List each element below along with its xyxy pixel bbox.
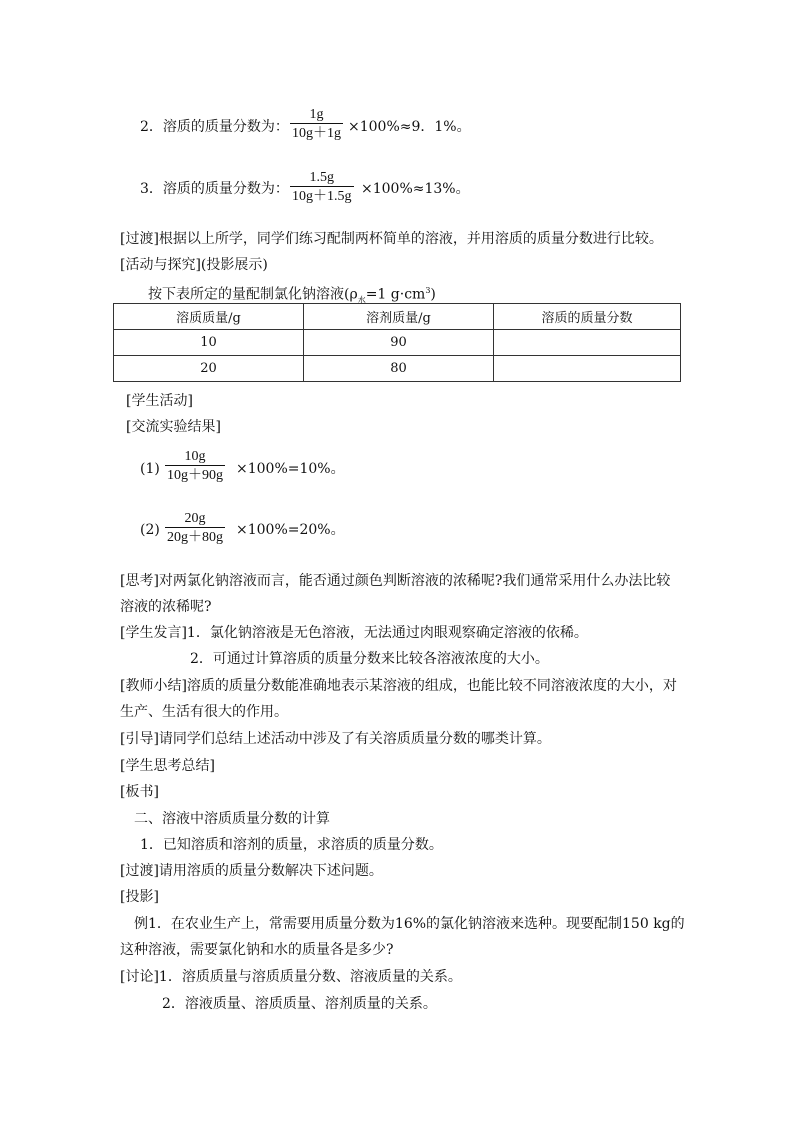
- formula-2-denominator: 10g＋1g: [290, 123, 343, 142]
- projection-heading: [投影]: [120, 889, 159, 905]
- example-line-2: 这种溶液，需要氯化钠和水的质量各是多少?: [120, 942, 394, 958]
- table-cell: 10: [114, 330, 304, 356]
- formula-3-fraction: [290, 169, 354, 205]
- instruction-main: 按下表所定的量配制氯化钠溶液(ρ: [148, 286, 358, 303]
- table-row: [114, 330, 681, 356]
- formula-2-prefix: 2．溶质的质量分数为：: [140, 119, 289, 135]
- student-think-summary: [学生思考总结]: [120, 758, 215, 774]
- result-1-suffix: ×100%=10%。: [236, 461, 345, 477]
- table-cell: [494, 356, 681, 382]
- instruction-tail: =1 g·cm: [365, 286, 426, 303]
- formula-3-suffix: ×100%≈13%。: [361, 181, 470, 197]
- table-header-row: [114, 304, 681, 330]
- result-1-fraction: [165, 448, 225, 484]
- think-line-1: [思考]对两氯化钠溶液而言，能否通过颜色判断溶液的浓稀呢?我们通常采用什么办法比较: [120, 573, 671, 589]
- calc-item-1: 1．已知溶质和溶剂的质量，求溶质的质量分数。: [140, 837, 443, 853]
- table-header-solute-mass: 溶质质量/g: [114, 304, 304, 330]
- formula-3-prefix: 3．溶质的质量分数为：: [140, 181, 289, 197]
- table-cell: 80: [304, 356, 494, 382]
- formula-2-suffix: ×100%≈9．1%。: [348, 119, 471, 135]
- solution-table: [113, 303, 681, 382]
- teacher-summary-1: [教师小结]溶质的质量分数能准确地表示某溶液的组成，也能比较不同溶液浓度的大小，对: [120, 678, 677, 694]
- activity-heading: [活动与探究](投影展示): [120, 257, 268, 273]
- table-cell: 20: [114, 356, 304, 382]
- formula-2-numerator: 1g: [309, 107, 324, 122]
- result-2-denominator: 20g＋80g: [165, 527, 225, 546]
- result-2-numerator: 20g: [184, 511, 206, 526]
- exchange-results: [交流实验结果]: [126, 419, 221, 435]
- table-cell: [494, 330, 681, 356]
- formula-3-numerator: 1.5g: [309, 170, 334, 185]
- result-1-numerator: 10g: [184, 449, 206, 464]
- table-row: [114, 356, 681, 382]
- think-line-2: 溶液的浓稀呢?: [120, 599, 212, 615]
- table-header-solvent-mass: 溶剂质量/g: [304, 304, 494, 330]
- result-1-denominator: 10g＋90g: [165, 465, 225, 484]
- discussion-1: [讨论]1．溶质质量与溶质质量分数、溶液质量的关系。: [120, 969, 462, 985]
- transition-2: [过渡]请用溶质的质量分数解决下述问题。: [120, 863, 383, 879]
- instruction-close: ): [430, 286, 436, 303]
- student-activity: [学生活动]: [126, 393, 193, 409]
- result-2-label: (2): [140, 522, 160, 538]
- teacher-summary-2: 生产、生活有很大的作用。: [120, 704, 288, 720]
- transition-1: [过渡]根据以上所学，同学们练习配制两杯简单的溶液，并用溶质的质量分数进行比较。: [120, 231, 663, 247]
- result-1-label: (1): [140, 461, 160, 477]
- formula-2-fraction: [290, 106, 343, 142]
- discussion-2: 2．溶液质量、溶质质量、溶剂质量的关系。: [162, 996, 437, 1012]
- student-speech-1: [学生发言]1．氯化钠溶液是无色溶液，无法通过肉眼观察确定溶液的依稀。: [120, 625, 588, 641]
- table-cell: 90: [304, 330, 494, 356]
- table-header-mass-fraction: 溶质的质量分数: [494, 304, 681, 330]
- instruction-superscript: 3: [425, 286, 431, 295]
- result-2-suffix: ×100%=20%。: [236, 522, 345, 538]
- blackboard-heading: [板书]: [120, 784, 159, 800]
- result-2-fraction: [165, 510, 225, 546]
- instruction-subscript: 水: [357, 295, 366, 305]
- student-speech-2: 2．可通过计算溶质的质量分数来比较各溶液浓度的大小。: [190, 651, 549, 667]
- formula-3-denominator: 10g＋1.5g: [290, 186, 354, 205]
- example-line-1: 例1．在农业生产上，常需要用质量分数为16%的氯化钠溶液来选种。现要配制150 kg的: [134, 916, 685, 932]
- guide-text: [引导]请同学们总结上述活动中涉及了有关溶质质量分数的哪类计算。: [120, 731, 551, 747]
- section-title: 二、溶液中溶质质量分数的计算: [134, 811, 330, 827]
